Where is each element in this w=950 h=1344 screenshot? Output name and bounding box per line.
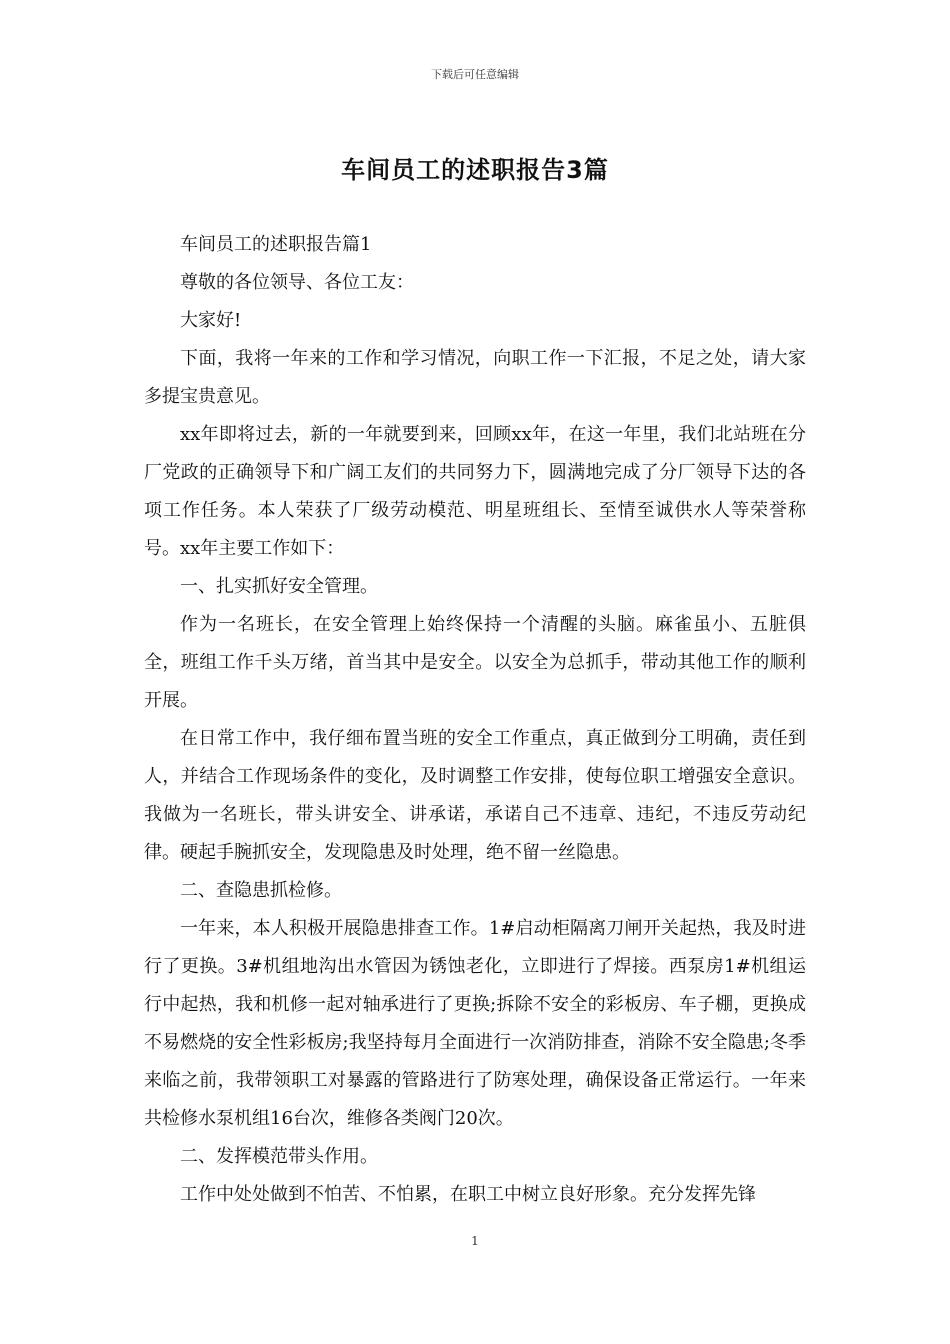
- greeting: 大家好!: [180, 310, 242, 331]
- body-paragraph: 作为一名班长，在安全管理上始终保持一个清醒的头脑。麻雀虽小、五脏俱全，班组工作千头万绪，首当其中是安全。以安全为总抓手，带动其他工作的顺利开展。: [144, 614, 806, 711]
- body-paragraph: xx年即将过去，新的一年就要到来，回顾xx年，在这一年里，我们北站班在分厂党政的正确领导下和广阔工友们的共同努力下，圆满地完成了分厂领导下达的各项工作任务。本人荣获了厂级劳动模范、明星班组长、至情至诚供水人等荣誉称号。xx年主要工作如下：: [144, 424, 806, 559]
- document-body: [144, 226, 806, 1214]
- section-heading: 车间员工的述职报告篇1: [180, 234, 372, 255]
- page-number: 1: [471, 1234, 479, 1248]
- subheading: 二、发挥模范带头作用。: [180, 1146, 378, 1167]
- page-header: 下载后可任意编辑: [431, 68, 519, 81]
- body-paragraph: 在日常工作中，我仔细布置当班的安全工作重点，真正做到分工明确，责任到人，并结合工作现场条件的变化，及时调整工作安排，使每位职工增强安全意识。我做为一名班长，带头讲安全、讲承诺，承诺自己不违章、违纪，不违反劳动纪律。硬起手腕抓安全，发现隐患及时处理，绝不留一丝隐患。: [144, 728, 806, 863]
- subheading: 一、扎实抓好安全管理。: [180, 576, 378, 597]
- body-paragraph: 工作中处处做到不怕苦、不怕累，在职工中树立良好形象。充分发挥先锋: [180, 1184, 756, 1205]
- subheading: 二、查隐患抓检修。: [180, 880, 342, 901]
- salutation: 尊敬的各位领导、各位工友：: [180, 272, 414, 293]
- document-title: 车间员工的述职报告3篇: [341, 156, 609, 184]
- body-paragraph: 下面，我将一年来的工作和学习情况，向职工作一下汇报，不足之处，请大家多提宝贵意见。: [144, 348, 806, 407]
- body-paragraph: 一年来，本人积极开展隐患排查工作。1#启动柜隔离刀闸开关起热，我及时进行了更换。3#机组地沟出水管因为锈蚀老化，立即进行了焊接。西泵房1#机组运行中起热，我和机修一起对轴承进行了更换;拆除不安全的彩板房、车子棚，更换成不易燃烧的安全性彩板房;我坚持每月全面进行一次消防排查，消除不安全隐患;冬季来临之前，我带领职工对暴露的管路进行了防寒处理，确保设备正常运行。一年来共检修水泵机组16台次，维修各类阀门20次。: [144, 918, 806, 1129]
